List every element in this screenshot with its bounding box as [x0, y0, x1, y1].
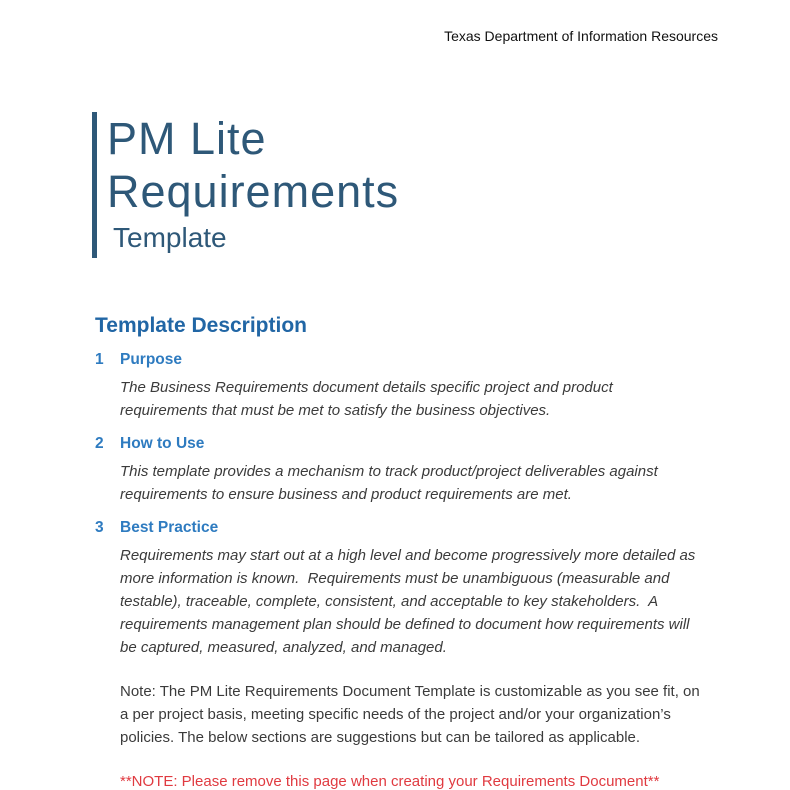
page-content [95, 314, 720, 790]
numbered-heading-how-to-use [95, 435, 720, 453]
heading-number: 1 [95, 351, 104, 368]
title-line-template: Template [113, 222, 227, 253]
numbered-heading-best-practice [95, 519, 720, 537]
section-heading-template-description: Template Description [95, 314, 307, 337]
removal-note: **NOTE: Please remove this page when creating your Requirements Document** [120, 773, 660, 790]
heading-number: 3 [95, 519, 104, 536]
heading-label: Best Practice [120, 519, 219, 536]
document-header-org-name: Texas Department of Information Resources [444, 28, 718, 44]
heading-label: How to Use [120, 435, 205, 452]
body-paragraph-best-practice: Requirements may start out at a high level and become progressively more detailed as more information is known. Requirements must be unambiguous (measurable and testable), traceable, complete, consistent, and acceptable to key stakeholders. A requirements management plan should be defined to document how requirements will be captured, measured, analyzed, and managed. [120, 547, 700, 656]
body-paragraph-purpose: The Business Requirements document details specific project and product requirements that must be met to satisfy the business objectives. [120, 379, 617, 419]
heading-number: 2 [95, 435, 104, 452]
title-line-requirements: Requirements [107, 166, 400, 217]
title-block [92, 112, 399, 258]
heading-label: Purpose [120, 351, 183, 368]
note-paragraph: Note: The PM Lite Requirements Document Template is customizable as you see fit, on a per project basis, meeting specific needs of the project and/or your organization’s policies. The below sections are suggestions but can be tailored as applicable. [120, 683, 700, 746]
body-paragraph-how-to-use: This template provides a mechanism to track product/project deliverables against requirements to ensure business and product requirements are met. [120, 463, 662, 503]
numbered-heading-purpose [95, 351, 720, 369]
title-line-pm-lite: PM Lite [107, 113, 267, 164]
